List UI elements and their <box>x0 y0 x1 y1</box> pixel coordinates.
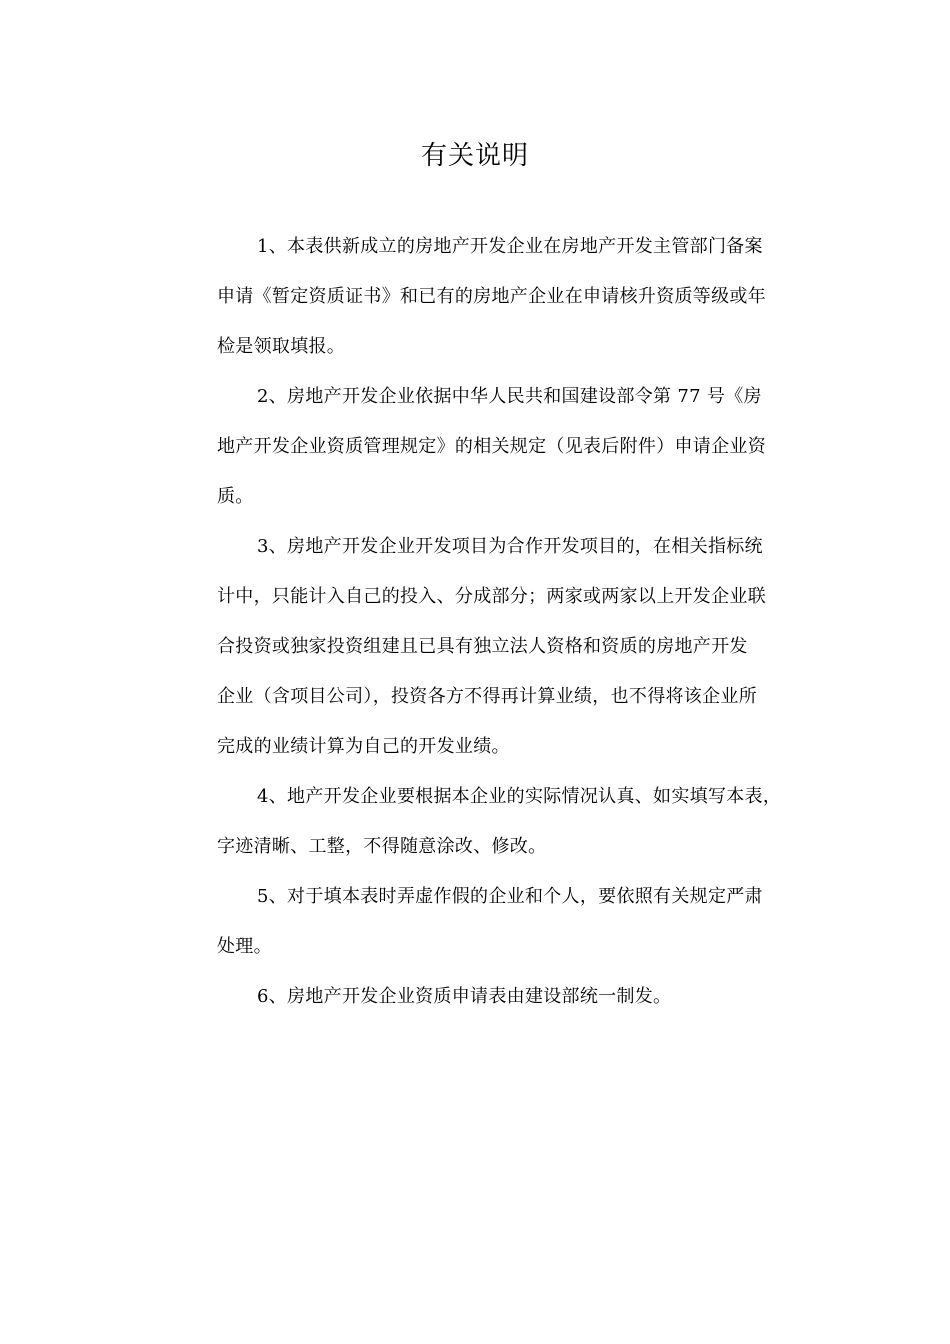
paragraph-1-line-2: 申请《暂定资质证书》和已有的房地产企业在申请核升资质等级或年 <box>217 286 766 307</box>
paragraph-4-line-2: 字迹清晰、工整，不得随意涂改、修改。 <box>217 836 547 857</box>
paragraph-4-line-1: 4、地产开发企业要根据本企业的实际情况认真、如实填写本表， <box>257 786 782 807</box>
paragraph-2-line-1: 2、房地产开发企业依据中华人民共和国建设部令第 77 号《房 <box>257 386 762 407</box>
paragraph-2-line-2: 地产开发企业资质管理规定》的相关规定（见表后附件）申请企业资 <box>217 436 766 457</box>
paragraph-1-line-1: 1、本表供新成立的房地产开发企业在房地产开发主管部门备案 <box>257 236 763 257</box>
paragraph-1 <box>217 222 805 372</box>
page-title: 有关说明 <box>420 141 529 171</box>
paragraph-2-line-3: 质。 <box>217 486 254 507</box>
paragraph-3 <box>217 522 805 772</box>
document-body <box>217 222 805 1022</box>
paragraph-6-line-1: 6、房地产开发企业资质申请表由建设部统一制发。 <box>257 986 672 1007</box>
paragraph-3-line-3: 合投资或独家投资组建且已具有独立法人资格和资质的房地产开发 <box>217 636 748 657</box>
paragraph-5 <box>217 872 805 972</box>
paragraph-1-line-3: 检是领取填报。 <box>217 336 346 357</box>
paragraph-3-line-4: 企业（含项目公司），投资各方不得再计算业绩，也不得将该企业所 <box>217 686 757 707</box>
paragraph-5-line-2: 处理。 <box>217 936 272 957</box>
paragraph-3-line-5: 完成的业绩计算为自己的开发业绩。 <box>217 736 510 757</box>
paragraph-3-line-2: 计中，只能计入自己的投入、分成部分；两家或两家以上开发企业联 <box>217 586 766 607</box>
paragraph-4 <box>217 772 805 872</box>
paragraph-5-line-1: 5、对于填本表时弄虚作假的企业和个人，要依照有关规定严肃 <box>257 886 763 907</box>
paragraph-6 <box>217 972 805 1022</box>
paragraph-2 <box>217 372 805 522</box>
paragraph-3-line-1: 3、房地产开发企业开发项目为合作开发项目的，在相关指标统 <box>257 536 763 557</box>
